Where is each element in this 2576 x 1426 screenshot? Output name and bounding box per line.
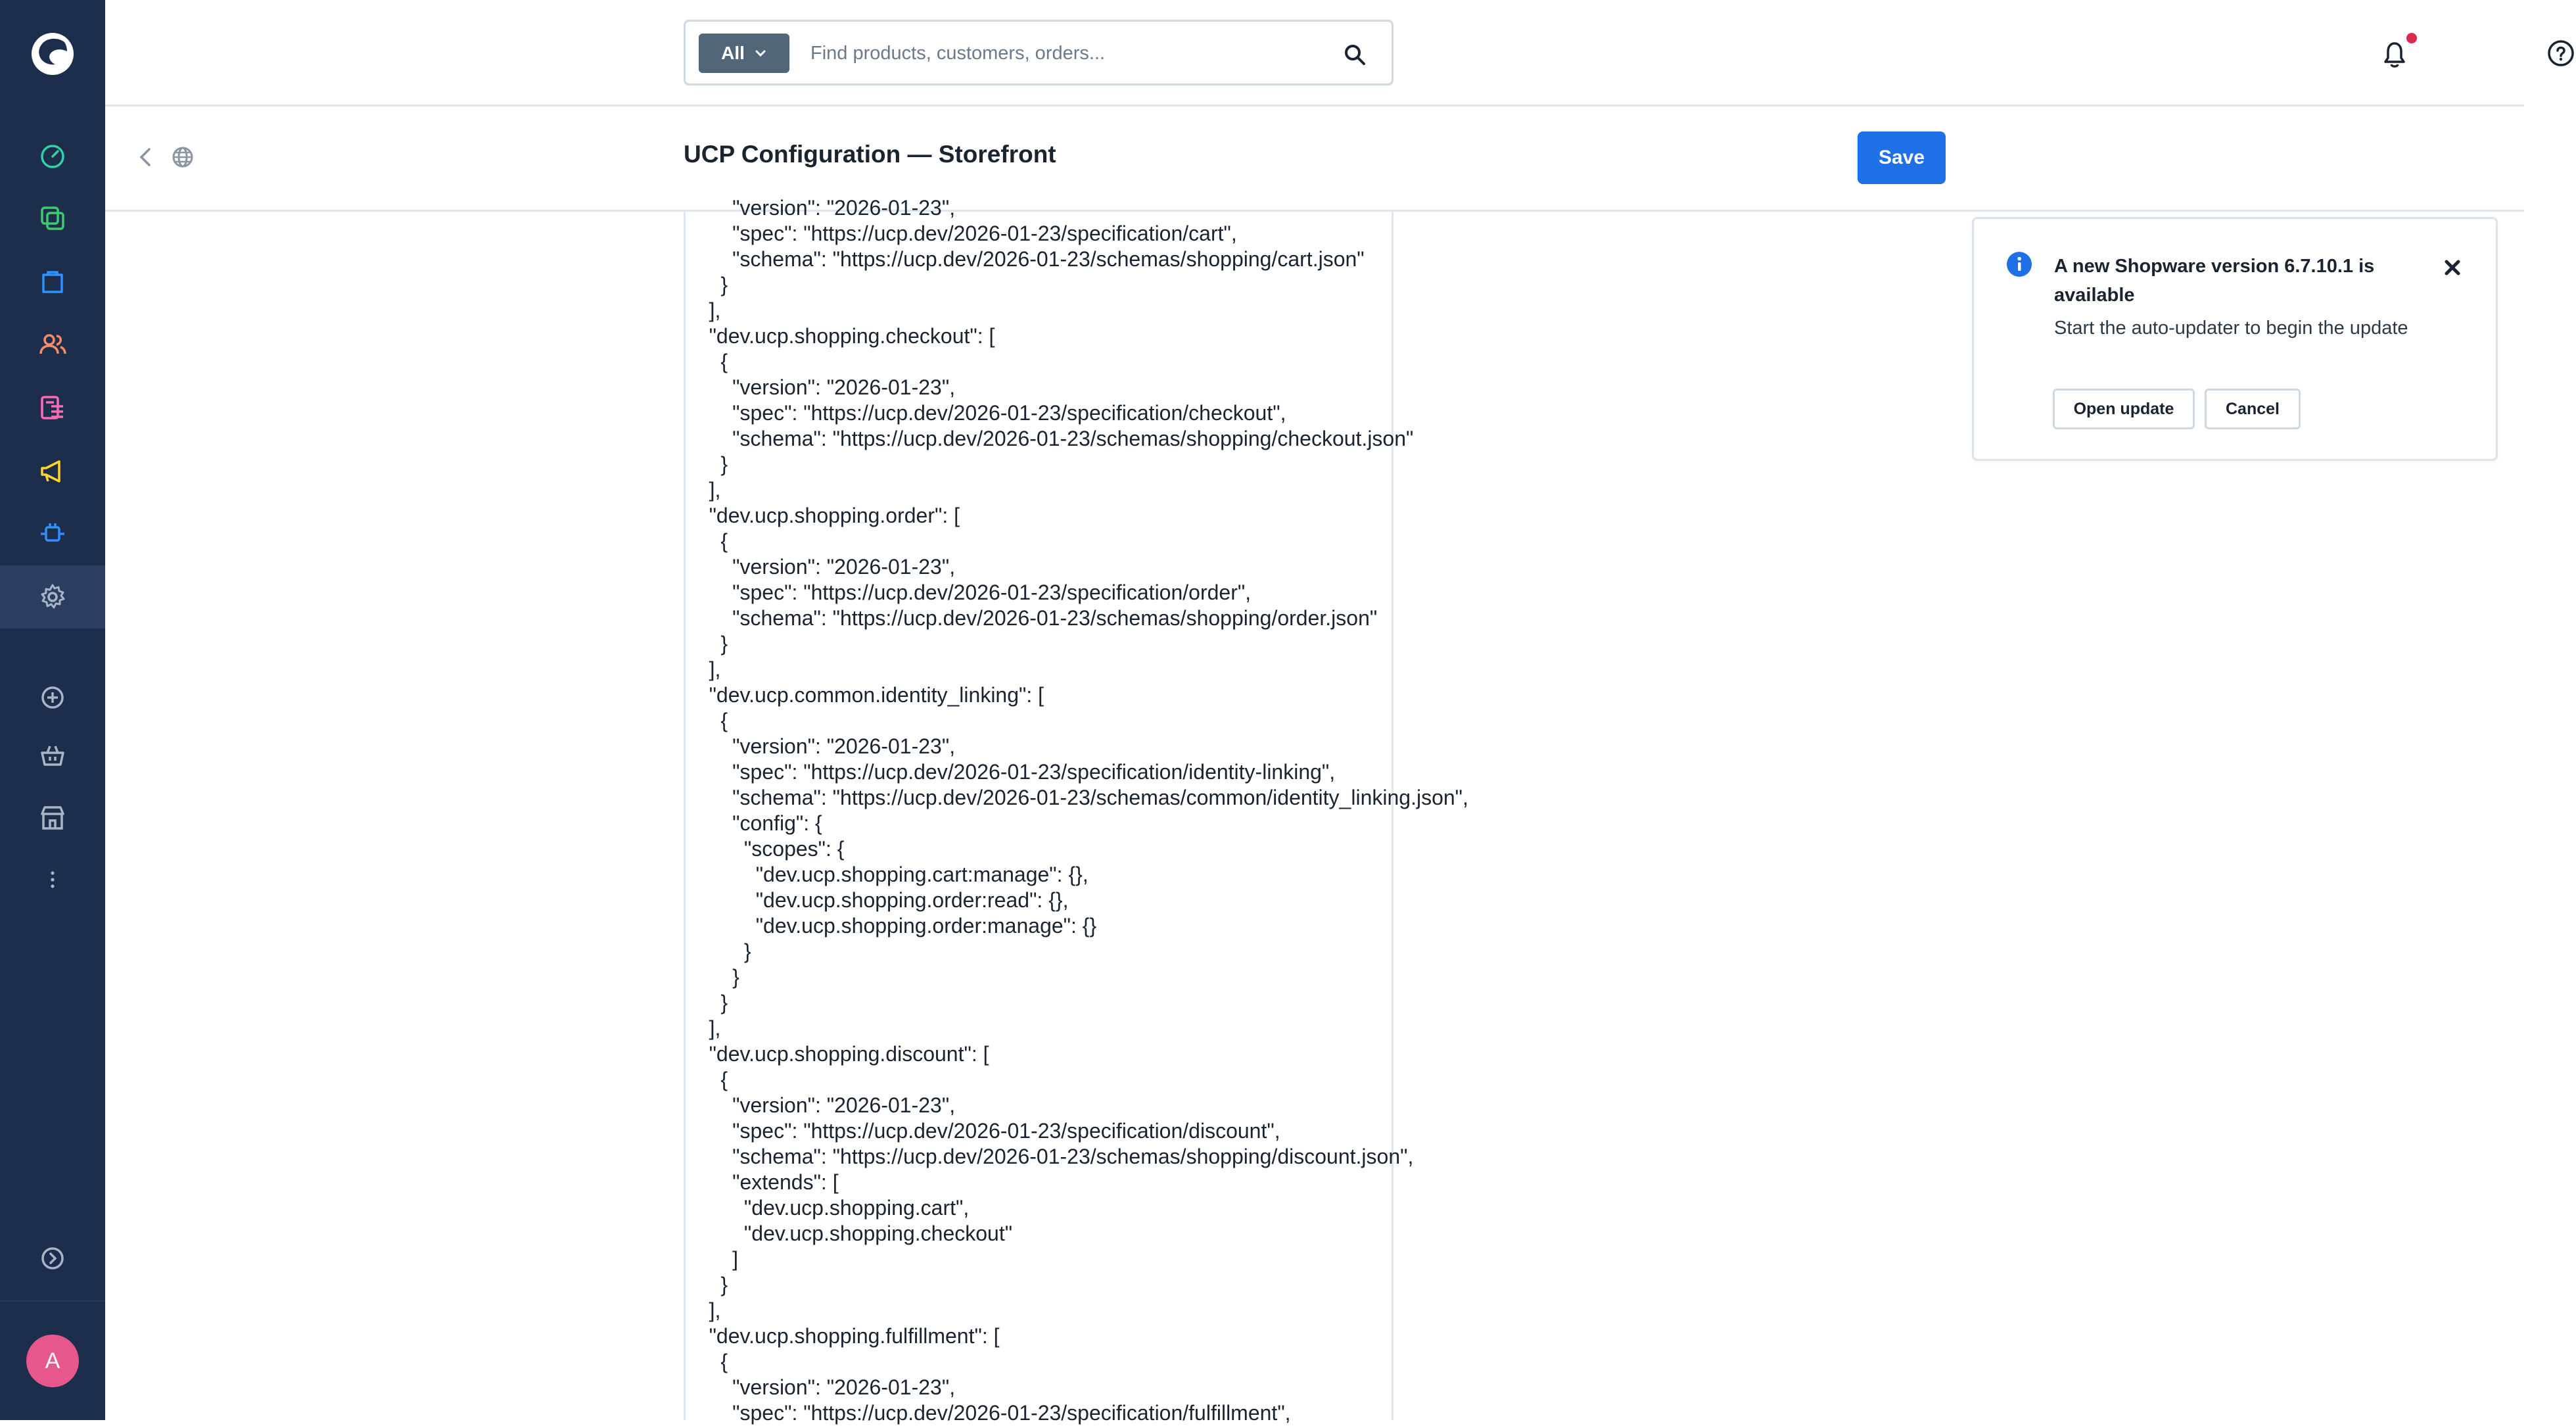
code-line: ], — [686, 657, 721, 681]
code-line: "dev.ucp.shopping.checkout": [ — [686, 324, 995, 348]
code-line: "spec": "https://ucp.dev/2026-01-23/specification/order", — [686, 581, 1252, 604]
code-line: "dev.ucp.shopping.order:manage": {} — [686, 914, 1097, 938]
code-line: "version": "2026-01-23", — [686, 555, 956, 579]
code-line: "spec": "https://ucp.dev/2026-01-23/specification/checkout", — [686, 401, 1286, 425]
code-line: "config": { — [686, 811, 822, 835]
code-line: ], — [686, 1016, 721, 1040]
sidebar-item-extensions[interactable] — [0, 502, 105, 565]
code-line: "spec": "https://ucp.dev/2026-01-23/specification/fulfillment", — [686, 1401, 1291, 1425]
sidebar-divider — [0, 1300, 105, 1302]
code-line: } — [686, 991, 728, 1014]
code-line: "schema": "https://ucp.dev/2026-01-23/schemas/shopping/order.json" — [686, 606, 1378, 630]
code-line: "scopes": { — [686, 837, 845, 861]
help-icon[interactable] — [2546, 38, 2576, 68]
search-type-label: All — [721, 43, 745, 63]
expand-icon — [37, 1243, 68, 1274]
code-line: "dev.ucp.shopping.fulfillment": [ — [686, 1324, 1000, 1348]
code-line: ], — [686, 1298, 721, 1322]
code-line: "dev.ucp.common.identity_linking": [ — [686, 683, 1044, 707]
code-line: "dev.ucp.shopping.order:read": {}, — [686, 888, 1069, 912]
sidebar — [0, 0, 105, 1420]
sidebar-item-storefront[interactable] — [0, 786, 105, 849]
sidebar-item-customers[interactable] — [0, 313, 105, 376]
info-icon — [2005, 250, 2033, 278]
page-title: UCP Configuration — Storefront — [684, 141, 1056, 168]
code-line: "schema": "https://ucp.dev/2026-01-23/schemas/common/identity_linking.json", — [686, 786, 1468, 809]
code-line: { — [686, 1068, 728, 1091]
code-line: "schema": "https://ucp.dev/2026-01-23/schemas/shopping/cart.json" — [686, 247, 1365, 271]
orders-icon — [37, 266, 68, 297]
add-icon — [37, 682, 68, 713]
sidebar-item-add[interactable] — [0, 666, 105, 729]
code-line: } — [686, 273, 728, 297]
code-line: "dev.ucp.shopping.cart:manage": {}, — [686, 863, 1089, 886]
code-line: ], — [686, 298, 721, 322]
code-line: "version": "2026-01-23", — [686, 1093, 956, 1117]
customers-icon — [37, 329, 68, 360]
sidebar-item-content[interactable] — [0, 376, 105, 439]
marketing-icon — [37, 455, 68, 487]
search-input[interactable] — [810, 34, 1310, 73]
code-line: "version": "2026-01-23", — [686, 196, 956, 220]
global-search — [684, 20, 1393, 85]
sidebar-item-settings[interactable] — [0, 565, 105, 629]
code-line: "spec": "https://ucp.dev/2026-01-23/specification/cart", — [686, 222, 1237, 245]
sidebar-item-sales-channel[interactable] — [0, 724, 105, 787]
code-line: "version": "2026-01-23", — [686, 375, 956, 399]
code-line: "version": "2026-01-23", — [686, 1375, 956, 1399]
code-editor[interactable] — [684, 196, 1468, 1425]
notification-badge — [2406, 33, 2417, 43]
code-line: "spec": "https://ucp.dev/2026-01-23/specification/identity-linking", — [686, 760, 1336, 784]
code-content — [686, 195, 1468, 1426]
top-header — [105, 0, 2524, 107]
code-line: "dev.ucp.shopping.discount": [ — [686, 1042, 989, 1066]
sidebar-item-marketing[interactable] — [0, 439, 105, 502]
storefront-icon — [37, 802, 68, 834]
cancel-button[interactable]: Cancel — [2205, 389, 2301, 429]
code-line: ] — [686, 1247, 739, 1271]
code-line: "schema": "https://ucp.dev/2026-01-23/schemas/shopping/discount.json", — [686, 1145, 1414, 1168]
code-line: "version": "2026-01-23", — [686, 734, 956, 758]
code-line: "schema": "https://ucp.dev/2026-01-23/schemas/shopping/checkout.json" — [686, 427, 1414, 450]
code-line: "spec": "https://ucp.dev/2026-01-23/specification/discount", — [686, 1119, 1280, 1143]
code-line: } — [686, 939, 751, 963]
code-line: } — [686, 452, 728, 476]
code-line: } — [686, 1273, 728, 1296]
save-button[interactable]: Save — [1858, 131, 1946, 184]
code-line: "dev.ucp.shopping.cart", — [686, 1196, 970, 1220]
dashboard-icon — [37, 139, 68, 171]
sidebar-item-catalogues[interactable] — [0, 187, 105, 250]
more-icon — [37, 864, 68, 895]
code-line: } — [686, 632, 728, 655]
close-icon[interactable] — [2441, 256, 2464, 279]
search-icon[interactable] — [1342, 41, 1368, 68]
back-arrow-icon[interactable] — [131, 143, 160, 172]
globe-icon[interactable] — [170, 144, 196, 170]
catalogue-icon — [37, 202, 68, 234]
sidebar-item-dashboard[interactable] — [0, 124, 105, 187]
sidebar-item-orders[interactable] — [0, 250, 105, 313]
sidebar-expand-button[interactable] — [0, 1227, 105, 1290]
open-update-button[interactable]: Open update — [2053, 389, 2195, 429]
notification-title: A new Shopware version 6.7.10.1 is available — [2054, 256, 2375, 306]
code-line: ], — [686, 478, 721, 502]
code-line: { — [686, 529, 728, 553]
settings-icon — [37, 581, 68, 613]
code-line: "dev.ucp.shopping.order": [ — [686, 504, 960, 527]
sidebar-item-more[interactable] — [0, 848, 105, 911]
code-line: { — [686, 350, 728, 373]
content-icon — [37, 392, 68, 423]
search-type-dropdown[interactable] — [699, 34, 789, 73]
code-line: { — [686, 709, 728, 732]
code-line: } — [686, 965, 739, 989]
avatar[interactable]: A — [26, 1335, 79, 1387]
extensions-icon — [37, 518, 68, 550]
chevron-down-icon — [754, 47, 767, 60]
notification-message: Start the auto-updater to begin the update — [2054, 318, 2408, 339]
update-notification — [1972, 217, 2498, 461]
code-line: { — [686, 1350, 728, 1373]
code-line: "extends": [ — [686, 1170, 839, 1194]
basket-icon — [37, 740, 68, 771]
shopware-logo-icon[interactable] — [26, 28, 79, 80]
code-line: "dev.ucp.shopping.checkout" — [686, 1222, 1013, 1245]
